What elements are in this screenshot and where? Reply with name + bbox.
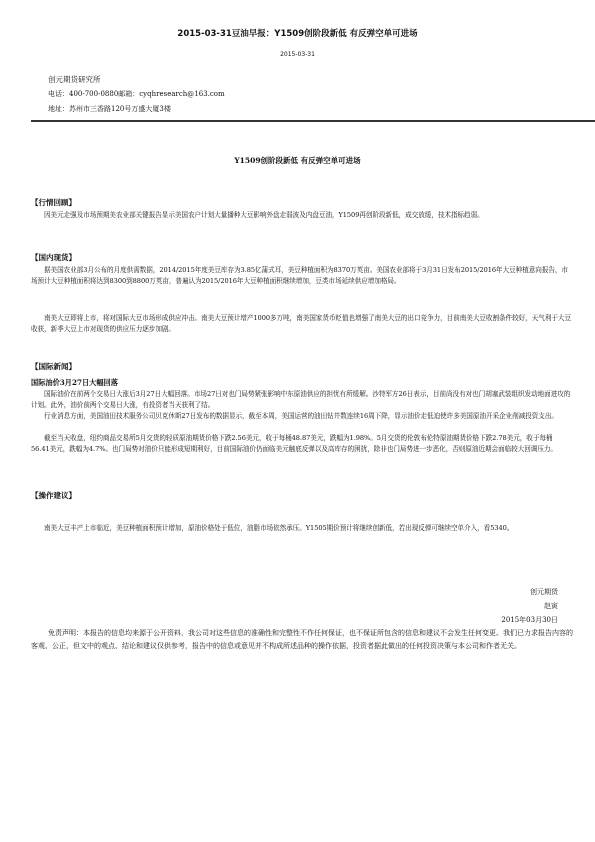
report-title: Y1509创阶段新低 有反弹空单可进场 (234, 156, 361, 165)
document-title: 2015-03-31豆油早报：Y1509创阶段新低 有反弹空单可进场 (177, 29, 418, 39)
review-heading: 【行情回顾】 (31, 198, 76, 207)
domestic-heading: 【国内现货】 (31, 253, 76, 262)
signature-block (501, 585, 558, 627)
signature-company: 创元期货 (530, 588, 558, 596)
disclaimer: 免责声明：本报告的信息均来源于公开资料，我公司对这些信息的准确性和完整性不作任何保证，也不保证所包含的信息和建议不会发生任何变更。我们已力求报告内容的客观、公正，但文中的观点、结论和建议仅供参考，报告中的信息或意见并不构成所述品种的操作依据，投资者据此做出的任何投资决策与本公司和作者无关。 (31, 629, 573, 650)
news-heading: 【国际新闻】 (31, 362, 76, 371)
document-date: 2015-03-31 (280, 51, 315, 58)
company-info (48, 72, 225, 117)
news-paragraph-1: 国际油价在前两个交易日大涨后3月27日大幅回落。市场27日对也门局势紧张影响中东原油供应的担忧有所缓解。沙特军方26日表示，目前尚没有对也门胡塞武装组织发动地面进攻的计划。此外，油价前两个交易日大涨，有投资者当天获利了结。 (31, 390, 571, 409)
company-name: 创元期货研究所 (48, 75, 101, 84)
review-text: 因美元走强及市场预期美农业部关键报告显示美国农户计划大量播种大豆影响外盘走弱波及内盘豆油，Y1509再创阶段新低，成交放缓，技术指标趋弱。 (44, 211, 484, 219)
domestic-paragraph-2: 南美大豆即将上市，将对国际大豆市场形成供应冲击。南美大豆预计增产1000多万吨，南美国家货币贬值也增强了南美大豆的出口竞争力，目前南美大豆收割条件较好，天气利于大豆收获，新季大豆上市对现货的供应压力逐步加剧。 (31, 314, 571, 333)
news-paragraph-2: 行业消息方面，美国油田技术服务公司贝克休斯27日发布的数据显示，截至本周，美国运营的油田钻井数连续16周下降，显示油价走低迫使许多美国原油开采企业削减投资支出。 (44, 412, 558, 420)
signature-date: 2015年03月30日 (501, 616, 558, 624)
news-subheading: 国际油价3月27日大幅回落 (31, 378, 118, 387)
news-paragraph-3: 截至当天收盘，纽约商品交易所5月交货的轻质原油期货价格下跌2.56美元，收于每桶48.87美元，跌幅为1.98%。5月交货的伦敦布伦特原油期货价格下跌2.78美元，收于每桶56.41美元，跌幅为4.7%。也门局势对油价只能形成短期利好，目前国际油价仍面临美元触底反弹以及高库存的困扰，除非也门局势进一步恶化，否则原油近期会面临较大回调压力。 (31, 434, 557, 453)
company-address: 地址：苏州市三香路120号万盛大厦3楼 (48, 105, 171, 113)
domestic-paragraph-1: 据美国农业部3月公布的月度供需数据，2014/2015年度美豆库存为3.85亿蒲式耳，美豆种植面积为8370万英亩。美国农业部将于3月31日发布2015/2016年大豆种植意向报告，市场预计大豆种植面积将达到8300到8800万英亩，普遍认为2015/2016年大豆种植面积继续增加，豆类市场延续供应增加格局。 (31, 266, 569, 285)
header-divider (31, 120, 595, 122)
advice-text: 南美大豆丰产上市临近，美豆种植面积预计增加，原油价格处于低位，油脂市场依然承压。Y1505期价预计将继续创新低，若出现反弹可继续空单介入，看5340。 (44, 524, 514, 532)
company-contact: 电话：400-700-0880邮箱：cyqhresearch@163.com (48, 90, 225, 98)
advice-heading: 【操作建议】 (31, 491, 76, 500)
signature-author: 赵寅 (544, 602, 558, 610)
